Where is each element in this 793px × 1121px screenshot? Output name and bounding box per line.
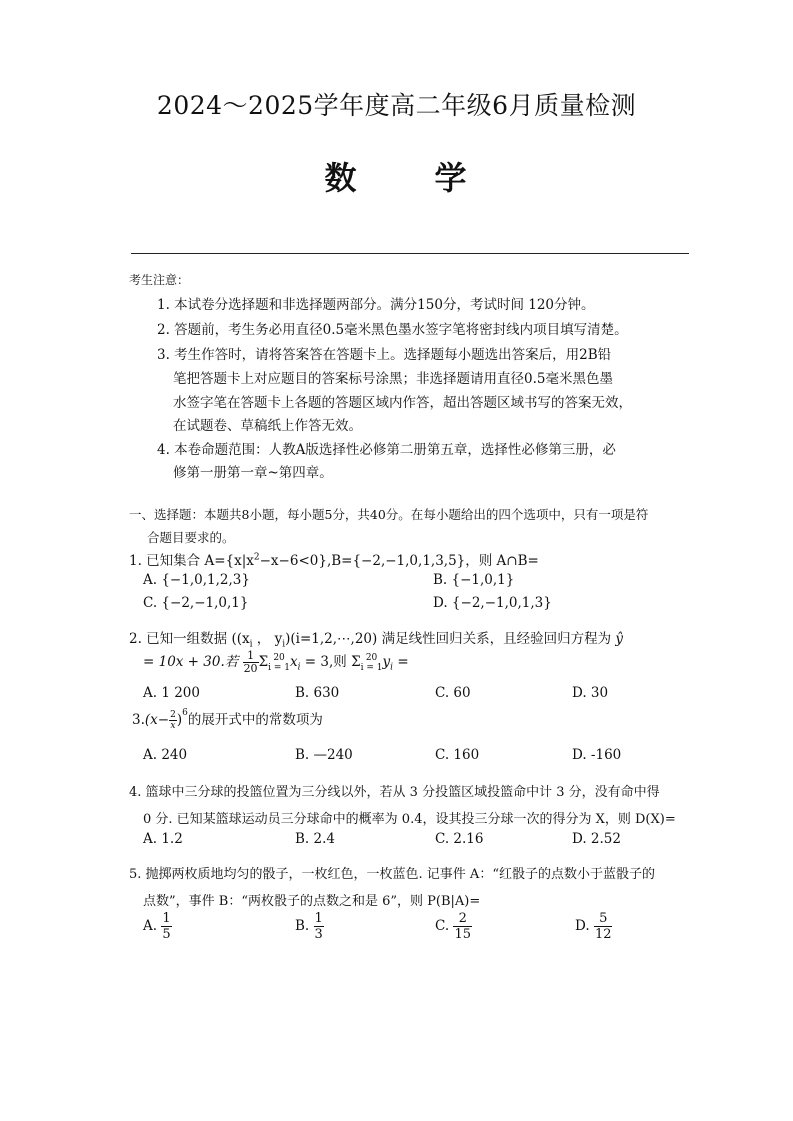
q5-option-d-den: 12 bbox=[594, 927, 612, 942]
q5-option-c-fraction bbox=[453, 911, 472, 942]
q2-sum-bot: i = 1 bbox=[360, 662, 383, 673]
q2-fraction bbox=[243, 650, 259, 675]
q2-stem-part: ， y bbox=[252, 631, 283, 647]
q2-sum-bot: i = 1 bbox=[268, 662, 290, 673]
q4-option-a: A. 1.2 bbox=[143, 831, 183, 847]
note-2: 2. 答题前，考生务必用直径0.5毫米黑色墨水签字笔将密封线内项目填写清楚。 bbox=[157, 322, 628, 338]
subject-char-1: 数 bbox=[324, 159, 359, 197]
q1-option-c: C. {−2,−1,0,1} bbox=[143, 595, 249, 611]
q4-option-d: D. 2.52 bbox=[572, 831, 621, 847]
q5-option-b-label: B. bbox=[295, 918, 310, 934]
note-4-line-2: 修第一册第一章~第四章。 bbox=[173, 465, 333, 481]
q2-option-b: B. 630 bbox=[295, 685, 340, 701]
question-3-stem bbox=[132, 708, 323, 731]
q2-frac-num: 1 bbox=[243, 650, 259, 663]
question-5-line-2: 点数”，事件 B：“两枚骰子的点数之和是 6”，则 P(B|A)= bbox=[143, 894, 481, 909]
q2-equation: = 10x + 30.若 bbox=[143, 654, 239, 670]
q5-option-d-fraction bbox=[594, 911, 613, 942]
q4-option-c: C. 2.16 bbox=[435, 831, 484, 847]
q1-stem-part: −x−6<0},B={−2,−1,0,1,3,5}，则 A∩B= bbox=[259, 553, 539, 569]
q3-paren: ) bbox=[176, 712, 183, 728]
q2-sum-limits-2 bbox=[361, 653, 383, 673]
q2-frac-den: 20 bbox=[243, 662, 258, 675]
q3-power: 6 bbox=[182, 707, 188, 718]
q2-sub-i: i bbox=[297, 662, 301, 673]
q5-option-b-fraction bbox=[314, 911, 324, 942]
q1-option-d: D. {−2,−1,0,1,3} bbox=[433, 595, 552, 611]
q5-option-c-num: 2 bbox=[453, 911, 472, 927]
q5-option-a-den: 5 bbox=[162, 927, 171, 942]
q5-option-a-label: A. bbox=[143, 918, 158, 934]
q1-option-b: B. {−1,0,1} bbox=[433, 572, 515, 588]
q1-option-a: A. {−1,0,1,2,3} bbox=[143, 572, 250, 588]
q3-stem-text: 的展开式中的常数项为 bbox=[187, 712, 323, 728]
q2-option-d: D. 30 bbox=[572, 685, 609, 701]
question-2-line-1 bbox=[129, 627, 623, 650]
q2-option-a: A. 1 200 bbox=[143, 685, 200, 701]
question-5-line-1: 5. 抛掷两枚质地均匀的骰子，一枚红色，一枚蓝色. 记事件 A：“红骰子的点数小于蓝骰子的 bbox=[129, 867, 655, 882]
q2-sigma-1: Σ bbox=[258, 654, 269, 670]
q5-option-c-den: 15 bbox=[454, 927, 471, 942]
q5-option-b-num: 1 bbox=[314, 911, 323, 926]
q2-equals: = bbox=[393, 654, 409, 670]
q1-exponent: 2 bbox=[253, 552, 260, 563]
question-1-stem bbox=[129, 549, 539, 569]
q2-sum-top: 20 bbox=[273, 652, 285, 663]
q5-option-a bbox=[143, 911, 172, 942]
q3-expression: (x− bbox=[144, 712, 170, 728]
q3-fraction bbox=[169, 710, 177, 731]
q3-number: 3. bbox=[132, 712, 145, 728]
q3-option-b: B. —240 bbox=[295, 747, 353, 763]
question-4-line-1: 4. 篮球中三分球的投篮位置为三分线以外，若从 3 分投篮区域投篮命中计 3 分，没有命中得 bbox=[129, 785, 660, 800]
q2-x: x bbox=[289, 654, 298, 670]
q3-frac-num: 2 bbox=[170, 710, 176, 720]
q5-option-d bbox=[575, 911, 612, 942]
q2-sum-top: 20 bbox=[365, 652, 378, 663]
q2-sub-i: i bbox=[249, 639, 253, 650]
note-3-line-1: 3. 考生作答时，请将答案答在答题卡上。选择题每小题选出答案后，用2B铅 bbox=[157, 347, 612, 363]
header-divider bbox=[131, 253, 689, 254]
q5-option-b-den: 3 bbox=[314, 927, 323, 942]
exam-title: 2024～2025学年度高二年级6月质量检测 bbox=[156, 91, 637, 120]
q5-option-c bbox=[435, 911, 472, 942]
q5-option-a-fraction bbox=[161, 911, 171, 942]
q1-stem-part: 1. 已知集合 A={x|x bbox=[129, 553, 254, 569]
q3-frac-den: x bbox=[170, 721, 176, 731]
q2-sigma-2: Σ bbox=[351, 654, 361, 670]
q2-stem-part: 2. 已知一组数据 ((x bbox=[129, 631, 250, 647]
q5-option-d-label: D. bbox=[575, 918, 590, 934]
note-1: 1. 本试卷分选择题和非选择题两部分。满分150分，考试时间 120分钟。 bbox=[157, 297, 595, 313]
q2-stem-part: )(i=1,2,⋯,20) 满足线性回归关系，且经验回归方程为 bbox=[285, 631, 612, 647]
q2-option-c: C. 60 bbox=[435, 685, 471, 701]
question-4-line-2: 0 分. 已知某篮球运动员三分球命中的概率为 0.4，设其投三分球一次的得分为 X，则 D(X)= bbox=[143, 812, 676, 827]
q4-option-b: B. 2.4 bbox=[295, 831, 335, 847]
q2-condition: = 3,则 bbox=[300, 654, 347, 670]
q2-sub-i: i bbox=[390, 662, 394, 673]
q2-y: y bbox=[382, 654, 391, 670]
q2-sub-i: i bbox=[282, 639, 286, 650]
notes-heading: 考生注意： bbox=[129, 273, 190, 287]
subject-title bbox=[0, 153, 793, 199]
q5-option-d-num: 5 bbox=[594, 911, 613, 927]
q2-yhat: ŷ bbox=[615, 631, 624, 647]
section-heading-line-2: 合题目要求的。 bbox=[147, 530, 235, 545]
section-heading-line-1: 一、选择题：本题共8小题，每小题5分，共40分。在每小题给出的四个选项中，只有一项是符 bbox=[129, 507, 649, 522]
q2-sum-limits-1 bbox=[268, 653, 290, 673]
q3-option-d: D. -160 bbox=[572, 747, 622, 763]
note-4-line-1: 4. 本卷命题范围：人教A版选择性必修第二册第五章，选择性必修第三册，必 bbox=[157, 442, 616, 458]
subject-char-2: 学 bbox=[434, 159, 469, 197]
q3-option-a: A. 240 bbox=[143, 747, 188, 763]
q3-option-c: C. 160 bbox=[435, 747, 480, 763]
q5-option-a-num: 1 bbox=[162, 911, 171, 926]
question-2-line-2 bbox=[143, 650, 409, 675]
note-3-line-3: 水签字笔在答题卡上各题的答题区域内作答，超出答题区域书写的答案无效， bbox=[173, 395, 632, 411]
q5-option-c-label: C. bbox=[435, 918, 450, 934]
note-3-line-2: 笔把答题卡上对应题目的答案标号涂黑；非选择题请用直径0.5毫米黑色墨 bbox=[173, 371, 613, 387]
q5-option-b bbox=[295, 911, 324, 942]
note-3-line-4: 在试题卷、草稿纸上作答无效。 bbox=[173, 418, 362, 434]
